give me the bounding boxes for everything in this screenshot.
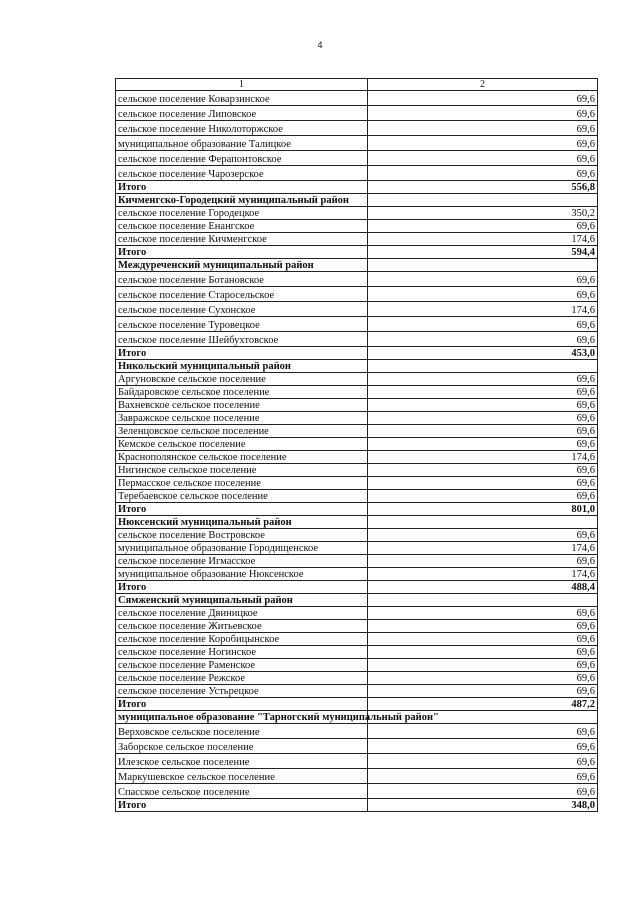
amount-cell [368,194,598,207]
total-label-cell: Итого [116,698,368,711]
settlement-name-cell: сельское поселение Ботановское [116,272,368,287]
amount-cell: 69,6 [368,529,598,542]
table-row [116,166,598,181]
table-row [116,542,598,555]
amount-cell: 69,6 [368,151,598,166]
table-row [116,121,598,136]
table-row [116,412,598,425]
table-row [116,464,598,477]
table-row [116,287,598,302]
table-row [116,386,598,399]
settlement-name-cell: сельское поселение Раменское [116,659,368,672]
district-name-cell: Нюксенский муниципальный район [116,516,368,529]
allocation-table [115,78,598,812]
amount-cell: 69,6 [368,121,598,136]
settlement-name-cell: сельское поселение Игмасское [116,555,368,568]
amount-cell: 69,6 [368,91,598,106]
amount-cell: 174,6 [368,568,598,581]
amount-cell: 69,6 [368,272,598,287]
settlement-name-cell: Теребаевское сельское поселение [116,490,368,503]
settlement-name-cell: муниципальное образование Нюксенское [116,568,368,581]
amount-cell: 69,6 [368,672,598,685]
amount-cell: 69,6 [368,399,598,412]
district-name-cell: Кичменгско-Городецкий муниципальный район [116,194,368,207]
district-name-cell: Междуреченский муниципальный район [116,259,368,272]
settlement-name-cell: сельское поселение Городецкое [116,207,368,220]
total-row [116,698,598,711]
amount-cell: 69,6 [368,106,598,121]
total-value-cell: 488,4 [368,581,598,594]
table-row [116,136,598,151]
amount-cell: 69,6 [368,739,598,754]
settlement-name-cell: сельское поселение Сухонское [116,302,368,317]
amount-cell: 174,6 [368,302,598,317]
table-row [116,106,598,121]
settlement-name-cell: Кемское сельское поселение [116,438,368,451]
settlement-name-cell: Верховское сельское поселение [116,724,368,739]
settlement-name-cell: Зеленцовское сельское поселение [116,425,368,438]
total-value-cell: 453,0 [368,347,598,360]
table-row [116,633,598,646]
amount-cell: 69,6 [368,607,598,620]
settlement-name-cell: Спасское сельское поселение [116,784,368,799]
table-header-row [116,79,598,91]
district-name-cell: муниципальное образование "Тарногский муниципальный район" [116,711,368,724]
district-heading-row [116,516,598,529]
table-row [116,724,598,739]
settlement-name-cell: сельское поселение Кичменгское [116,233,368,246]
table-row [116,739,598,754]
settlement-name-cell: сельское поселение Туровецкое [116,317,368,332]
settlement-name-cell: сельское поселение Коробицынское [116,633,368,646]
table-row [116,425,598,438]
total-row [116,246,598,259]
total-row [116,503,598,516]
amount-cell [368,594,598,607]
amount-cell: 69,6 [368,373,598,386]
page-number: 4 [317,40,323,50]
total-row [116,181,598,194]
total-label-cell: Итого [116,581,368,594]
table-row [116,332,598,347]
district-heading-row [116,594,598,607]
table-row [116,685,598,698]
table-row [116,220,598,233]
amount-cell [368,516,598,529]
settlement-name-cell: Краснополянское сельское поселение [116,451,368,464]
amount-cell: 69,6 [368,464,598,477]
settlement-name-cell: сельское поселение Востровское [116,529,368,542]
table-row [116,399,598,412]
amount-cell: 69,6 [368,685,598,698]
settlement-name-cell: Илезское сельское поселение [116,754,368,769]
total-label-cell: Итого [116,181,368,194]
table-row [116,373,598,386]
district-name-cell: Сямженский муниципальный район [116,594,368,607]
table-body [116,79,598,812]
table-row [116,754,598,769]
amount-cell: 69,6 [368,555,598,568]
table-row [116,91,598,106]
amount-cell: 174,6 [368,542,598,555]
table-row [116,672,598,685]
settlement-name-cell: сельское поселение Старосельское [116,287,368,302]
amount-cell: 174,6 [368,451,598,464]
table-row [116,490,598,503]
settlement-name-cell: Вахневское сельское поселение [116,399,368,412]
amount-cell: 69,6 [368,724,598,739]
settlement-name-cell: сельское поселение Липовское [116,106,368,121]
amount-cell: 174,6 [368,233,598,246]
settlement-name-cell: сельское поселение Николоторжское [116,121,368,136]
amount-cell: 69,6 [368,438,598,451]
table-row [116,769,598,784]
amount-cell: 69,6 [368,754,598,769]
settlement-name-cell: муниципальное образование Городищенское [116,542,368,555]
amount-cell: 69,6 [368,166,598,181]
table-row [116,477,598,490]
total-value-cell: 556,8 [368,181,598,194]
total-row [116,799,598,812]
amount-cell: 69,6 [368,136,598,151]
amount-cell: 69,6 [368,317,598,332]
settlement-name-cell: сельское поселение Житьевское [116,620,368,633]
amount-cell: 69,6 [368,646,598,659]
settlement-name-cell: Аргуновское сельское поселение [116,373,368,386]
settlement-name-cell: сельское поселение Режское [116,672,368,685]
total-value-cell: 801,0 [368,503,598,516]
settlement-name-cell: Нигинское сельское поселение [116,464,368,477]
table-row [116,302,598,317]
amount-cell: 69,6 [368,386,598,399]
district-heading-row [116,259,598,272]
amount-cell: 69,6 [368,769,598,784]
header-column-1: 1 [116,79,368,91]
settlement-name-cell: сельское поселение Коварзинское [116,91,368,106]
table-row [116,207,598,220]
settlement-name-cell: сельское поселение Енангское [116,220,368,233]
total-value-cell: 487,2 [368,698,598,711]
district-heading-row [116,194,598,207]
district-heading-row [116,711,598,724]
header-column-2: 2 [368,79,598,91]
amount-cell: 69,6 [368,659,598,672]
amount-cell: 350,2 [368,207,598,220]
settlement-name-cell: сельское поселение Шейбухтовское [116,332,368,347]
settlement-name-cell: Байдаровское сельское поселение [116,386,368,399]
total-label-cell: Итого [116,347,368,360]
table-row [116,317,598,332]
amount-cell: 69,6 [368,425,598,438]
settlement-name-cell: сельское поселение Ферапонтовское [116,151,368,166]
total-row [116,581,598,594]
amount-cell [368,360,598,373]
settlement-name-cell: сельское поселение Устьрецкое [116,685,368,698]
settlement-name-cell: муниципальное образование Талицкое [116,136,368,151]
district-heading-row [116,360,598,373]
total-label-cell: Итого [116,799,368,812]
table-row [116,272,598,287]
table-row [116,555,598,568]
settlement-name-cell: сельское поселение Двиницкое [116,607,368,620]
amount-cell: 69,6 [368,287,598,302]
table-row [116,529,598,542]
amount-cell: 69,6 [368,477,598,490]
table-row [116,151,598,166]
table-row [116,568,598,581]
table-row [116,607,598,620]
table-row [116,646,598,659]
total-value-cell: 594,4 [368,246,598,259]
settlement-name-cell: сельское поселение Чарозерское [116,166,368,181]
total-value-cell: 348,0 [368,799,598,812]
amount-cell: 69,6 [368,220,598,233]
table-row [116,620,598,633]
settlement-name-cell: сельское поселение Ногинское [116,646,368,659]
amount-cell: 69,6 [368,620,598,633]
amount-cell: 69,6 [368,412,598,425]
amount-cell [368,259,598,272]
table-row [116,451,598,464]
settlement-name-cell: Заборское сельское поселение [116,739,368,754]
settlement-name-cell: Завражское сельское поселение [116,412,368,425]
total-label-cell: Итого [116,503,368,516]
total-row [116,347,598,360]
settlement-name-cell: Пермасское сельское поселение [116,477,368,490]
district-name-cell: Никольский муниципальный район [116,360,368,373]
amount-cell: 69,6 [368,784,598,799]
table-row [116,233,598,246]
table-row [116,784,598,799]
amount-cell: 69,6 [368,490,598,503]
settlement-name-cell: Маркушевское сельское поселение [116,769,368,784]
amount-cell: 69,6 [368,332,598,347]
amount-cell: 69,6 [368,633,598,646]
table-row [116,659,598,672]
total-label-cell: Итого [116,246,368,259]
table-row [116,438,598,451]
